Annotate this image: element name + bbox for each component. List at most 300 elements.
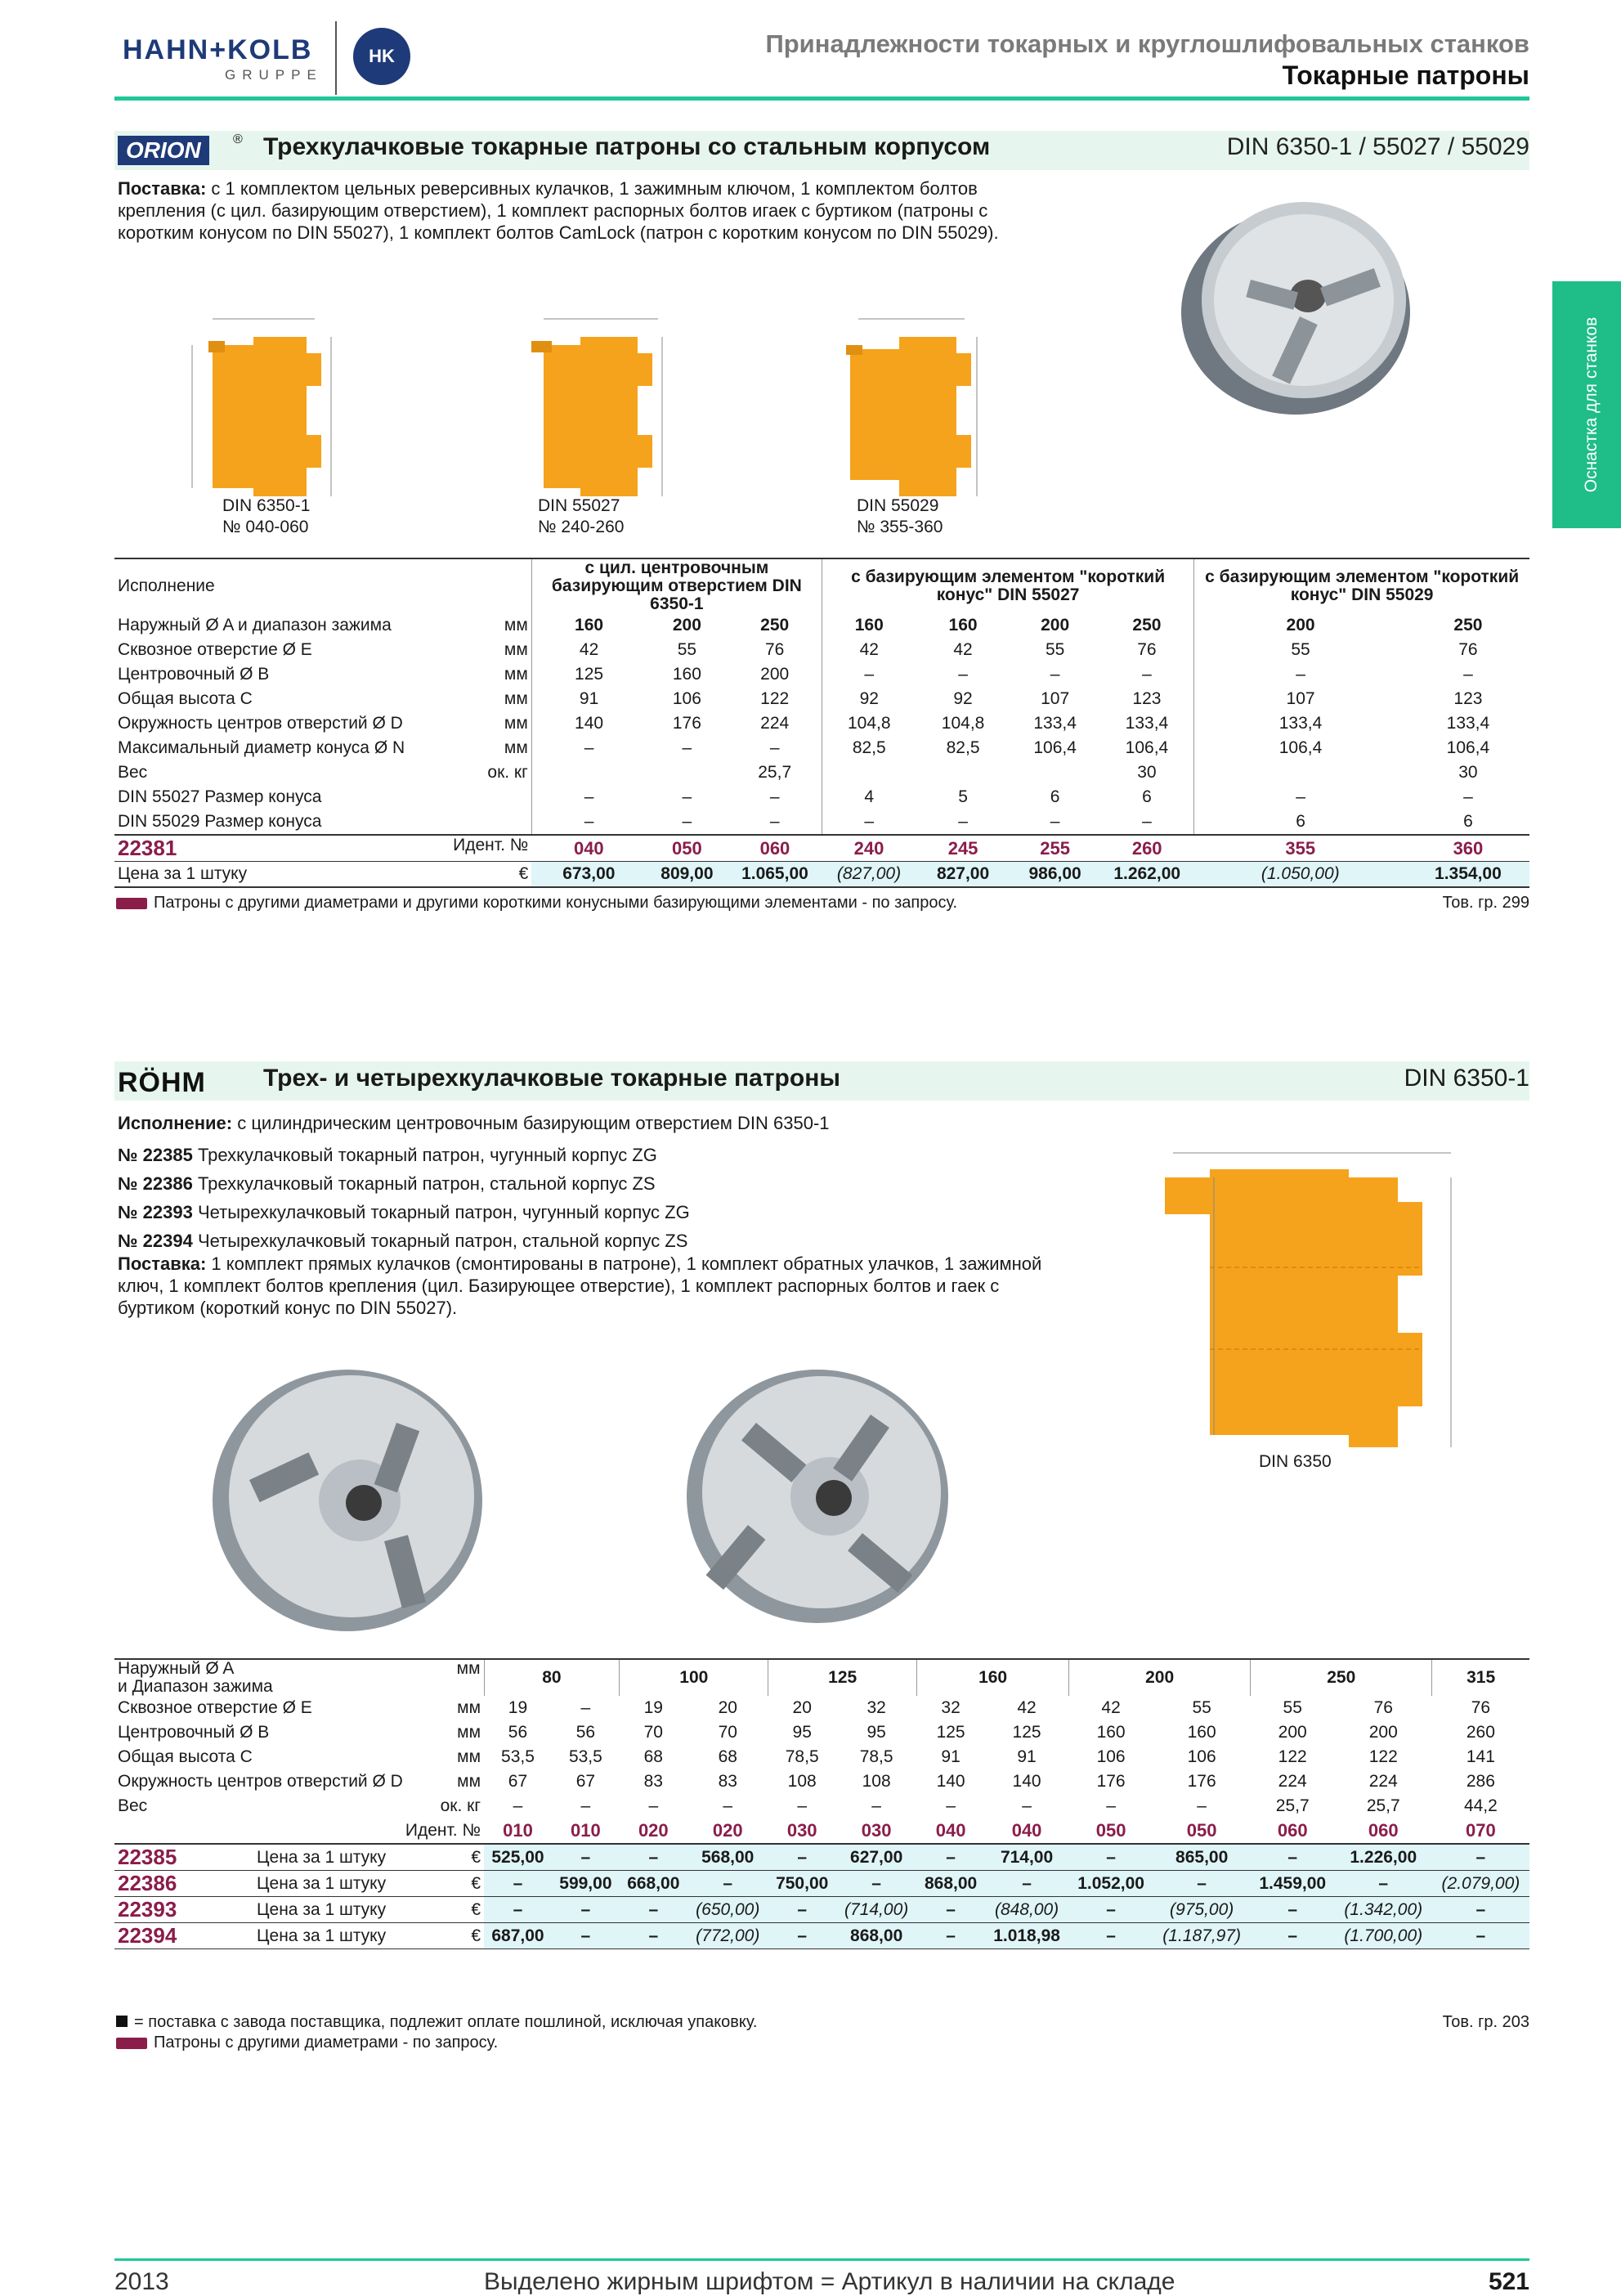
spec-value: 122 [1368,1747,1398,1766]
spec-value: – [723,1796,733,1815]
footer-rule [114,2258,1529,2261]
spec-value: 44,2 [1463,1796,1498,1815]
item-row [118,1141,690,1169]
price-row [114,1871,1529,1897]
spec-value: 42 [822,638,916,662]
spec-label: Вес [118,763,148,782]
price: 1.262,00 [1100,862,1194,888]
price-label-cell [253,1844,484,1871]
spec-value: 83 [643,1772,663,1791]
delivery-text: с 1 комплектом цельных реверсивных кулачков, 1 зажимным ключом, 1 комплектом болтов крепления (с цил. базирующим отверстием), 1 комплект распорных болтов игаек с буртиком (патроны с коротким конусом по DIN 55027), 1 комплект болтов CamLock (патрон с коротким конусом по DIN 55029). [118,178,999,243]
price: – [1069,1897,1153,1923]
spec-label-cell [114,736,531,760]
ident: 040 [935,1820,966,1841]
section2-title: Трех- и четырехкулачковые токарные патроны [263,1065,840,1092]
spec-value: – [1022,1796,1032,1815]
spec-row [114,1745,1529,1769]
spec-row [114,785,1529,809]
spec-row [114,662,1529,687]
spec-label: DIN 55029 Размер конуса [118,812,322,831]
section2-group: Тов. гр. 203 [1442,2013,1529,2031]
ident: 050 [1186,1820,1217,1841]
caption-std: DIN 6350-1 [222,496,311,515]
spec-value: 140 [936,1772,965,1791]
price: 868,00 [836,1923,917,1949]
price: (2.079,00) [1432,1871,1529,1897]
price-label: Цена за 1 штуку [257,1926,387,1945]
chuck-photo-4jaw [683,1357,952,1627]
spec-value: 108 [862,1772,891,1791]
size-row-label [114,1659,484,1696]
note-text: = поставка с завода поставщика, подлежит оплате пошлиной, исключая упаковку. [134,2013,758,2031]
spec-label-cell [114,613,531,638]
spec-value: 67 [508,1772,528,1791]
spec-unit: мм [457,1772,481,1791]
spec-value: – [1050,665,1060,684]
section2-note1 [116,2013,757,2032]
item-row [118,1169,690,1198]
spec-value: 68 [643,1747,663,1766]
spec-unit: мм [457,1723,481,1742]
group-header: с цил. центровочным базирующим отверстием DIN 6350-1 [531,558,822,613]
ident: 355 [1285,837,1316,859]
drawing-din6350-1 [172,304,352,500]
section2-items [118,1141,690,1255]
spec-label-cell [114,809,531,835]
price: – [768,1897,836,1923]
ident: 050 [1095,1820,1126,1841]
spec-value: 286 [1466,1772,1495,1791]
spec-unit: мм [457,1698,481,1717]
price-label: Цена за 1 штуку [257,1847,387,1867]
section1-title: Трехкулачковые токарные патроны со стальным корпусом [263,133,991,160]
spec-value: 106 [1187,1747,1216,1766]
caption-num: № 355-360 [857,518,943,536]
spec-value: 104,8 [941,714,985,733]
item-num: № 22386 [118,1173,193,1194]
spec-value: 76 [765,640,785,659]
price-label-cell [114,862,531,888]
spec-label: Центровочный Ø B [118,1723,270,1742]
section2-version [118,1112,1058,1134]
spec-label-cell [114,1696,484,1720]
spec-label: Максимальный диаметр конуса Ø N [118,738,405,757]
spec-value [1010,760,1100,785]
price: – [768,1923,836,1949]
price: (848,00) [985,1897,1069,1923]
spec-value: 30 [1137,763,1157,782]
drawing-caption-din6350: DIN 6350 [1259,1452,1332,1471]
ident: 060 [759,837,790,859]
spec-label-cell [114,638,531,662]
spec-label-cell [114,662,531,687]
ident: 060 [1277,1820,1308,1841]
price: – [917,1844,985,1871]
ident: 030 [786,1820,817,1841]
price: 568,00 [687,1844,768,1871]
price: 986,00 [1010,862,1100,888]
item-num: № 22393 [118,1202,193,1222]
section1-delivery [118,177,1058,244]
size-label: Наружный Ø A [118,1659,235,1678]
price: (827,00) [822,862,916,888]
spec-value: 6 [1050,787,1060,806]
price-label-cell [253,1923,484,1949]
version-label: Исполнение: [118,1113,233,1133]
spec-value: 68 [718,1747,737,1766]
spec-value: 70 [643,1723,663,1742]
spec-value: 30 [1458,763,1478,782]
price: 1.226,00 [1335,1844,1432,1871]
price: 687,00 [484,1923,552,1949]
price-label-cell [253,1871,484,1897]
spec-value: 76 [1137,640,1157,659]
spec-value: 95 [792,1723,812,1742]
ident-label: Идент. № [453,836,529,854]
price: – [917,1897,985,1923]
spec-value: 250 [1453,616,1483,635]
spec-label-cell [114,687,531,711]
spec-value: 42 [531,638,646,662]
price: 1.459,00 [1251,1871,1335,1897]
spec-value: – [769,738,780,757]
spec-unit: ок. кг [440,1796,481,1815]
price: – [484,1871,552,1897]
spec-value: 200 [1041,616,1070,635]
spec-value: – [822,662,916,687]
article-cell [114,1923,253,1949]
registered-mark: ® [233,132,243,146]
price: – [1069,1844,1153,1871]
section1-din: DIN 6350-1 / 55027 / 55029 [1226,133,1529,160]
price: 868,00 [917,1871,985,1897]
size-label-2: и Диапазон зажима [118,1677,273,1696]
price-row [114,1923,1529,1949]
price: – [985,1871,1069,1897]
spec-label-cell [114,785,531,809]
spec-value: – [1194,785,1407,809]
price: 1.354,00 [1407,862,1529,888]
spec-value: – [682,787,692,806]
spec-value: 106,4 [1033,738,1077,757]
price-label: Цена за 1 штуку [257,1873,387,1893]
chuck-photo-3jaw [208,1357,486,1635]
spec-value: 82,5 [822,736,916,760]
article-number: 22385 [118,1845,177,1869]
spec-unit: ок. кг [487,763,528,782]
article-cell [114,1844,253,1871]
spec-value: 19 [508,1698,528,1717]
ident: 245 [947,837,978,859]
price: – [620,1897,687,1923]
ident: 060 [1368,1820,1399,1841]
spec-label: Наружный Ø A и диапазон зажима [118,616,392,635]
spec-value: – [1463,787,1473,806]
article-number: 22381 [118,836,177,860]
page-number: 521 [1488,2268,1529,2295]
spec-row [114,638,1529,662]
spec-value: 224 [760,714,790,733]
spec-value: 122 [760,689,790,708]
spec-value: – [1194,662,1407,687]
spec-value: 160 [948,616,978,635]
spec-row [114,736,1529,760]
price: 1.018,98 [985,1923,1069,1949]
spec-value: 55 [1283,1698,1302,1717]
price: – [687,1871,768,1897]
spec-value: – [531,809,646,835]
spec-row [114,687,1529,711]
spec-value: 82,5 [946,738,980,757]
spec-value: – [822,809,916,835]
spec-value: – [1106,1796,1116,1815]
spec-value: 250 [760,616,790,635]
spec-label-cell [114,1769,484,1794]
drawing-caption-1 [222,496,310,538]
section1-note [116,894,957,913]
article-cell [114,1871,253,1897]
spec-value: 200 [1278,1723,1307,1742]
price: – [552,1897,620,1923]
spec-value: – [513,1796,523,1815]
price: (650,00) [687,1897,768,1923]
ident-label: Идент. № [405,1821,481,1840]
caption-num: № 240-260 [538,518,625,536]
spec-row [114,1794,1529,1818]
drawing-caption-3 [857,496,943,538]
item-row [118,1226,690,1255]
spec-value: 122 [1278,1747,1307,1766]
price: 1.065,00 [728,862,822,888]
drawing-din6350 [1128,1120,1471,1464]
spec-value: 133,4 [1446,714,1490,733]
article-number: 22394 [118,1923,177,1948]
price: 750,00 [768,1871,836,1897]
ident: 030 [861,1820,892,1841]
spec-value: – [797,1796,808,1815]
price: – [1432,1844,1529,1871]
caption-std: DIN 55029 [857,496,939,515]
spec-value: 123 [1132,689,1162,708]
item-text: Трехкулачковый токарный патрон, стальной корпус ZS [197,1173,656,1194]
spec-unit: мм [504,714,528,733]
spec-unit: мм [457,1747,481,1766]
spec-value: 53,5 [501,1747,535,1766]
side-tab-label: Оснастка для станков [1582,316,1601,493]
spec-label: Общая высота C [118,1747,253,1766]
spec-label: Окружность центров отверстий Ø D [118,1772,403,1791]
price: 673,00 [531,862,646,888]
spec-value: – [580,1698,591,1717]
spec-value: 107 [1194,687,1407,711]
spec-label: DIN 55027 Размер конуса [118,787,322,806]
spec-value: 42 [953,640,973,659]
price-label: Цена за 1 штуку [118,864,248,883]
ident: 020 [712,1820,743,1841]
spec-value: 200 [1194,613,1407,638]
caption-num: № 040-060 [222,518,309,536]
spec-label-cell [114,760,531,785]
currency: € [471,1847,481,1867]
spec-value: 200 [760,665,790,684]
price: – [620,1923,687,1949]
spec-value: 19 [643,1698,663,1717]
spec-value: 200 [1368,1723,1398,1742]
spec-value: 224 [1278,1772,1307,1791]
spec-value: 91 [531,687,646,711]
article-cell [114,835,531,862]
spec-row [114,613,1529,638]
spec-row [114,1720,1529,1745]
spec-unit: мм [504,665,528,684]
spec-value [822,760,916,785]
spec-value: 140 [1012,1772,1041,1791]
spec-value [531,760,646,785]
footer-year: 2013 [114,2268,169,2295]
ident: 050 [672,837,702,859]
price: – [552,1923,620,1949]
drawing-din55027 [482,304,687,500]
spec-value: 160 [531,613,646,638]
group-header: с базирующим элементом "короткий конус" DIN 55027 [822,558,1193,613]
spec-value: – [958,812,968,831]
spec-value: 25,7 [1366,1796,1400,1815]
size-header: 100 [620,1659,768,1696]
section2-note2 [116,2034,498,2052]
price: – [836,1871,917,1897]
item-num: № 22385 [118,1145,193,1165]
spec-value: 55 [677,640,697,659]
size-header: 80 [484,1659,620,1696]
spec-unit: мм [504,738,528,757]
spec-unit: мм [504,640,528,659]
price: 865,00 [1153,1844,1251,1871]
price: (772,00) [687,1923,768,1949]
price: – [1251,1923,1335,1949]
spec-value: 133,4 [1194,711,1407,736]
orion-logo: ORION [118,136,209,165]
currency: € [518,864,529,883]
price: – [620,1844,687,1871]
item-text: Четырехкулачковый токарный патрон, чугунный корпус ZG [197,1202,690,1222]
spec-value [1194,760,1407,785]
price: 1.052,00 [1069,1871,1153,1897]
price: (975,00) [1153,1897,1251,1923]
item-text: Трехкулачковый токарный патрон, чугунный корпус ZG [197,1145,657,1165]
price: (1.187,97) [1153,1923,1251,1949]
spec-label-cell [114,1745,484,1769]
spec-value: 42 [1101,1698,1121,1717]
spec-value: 4 [822,785,916,809]
section2-delivery [118,1253,1058,1319]
ident: 010 [571,1820,601,1841]
spec-value: 125 [1012,1723,1041,1742]
spec-value: 91 [941,1747,961,1766]
spec-label: Сквозное отверстие Ø E [118,1698,312,1717]
spec-label-cell [114,711,531,736]
spec-value: – [531,785,646,809]
spec-value: 123 [1453,689,1483,708]
spec-value: 6 [1194,809,1407,835]
price: (714,00) [836,1897,917,1923]
spec-value: 107 [1041,689,1070,708]
price: – [1251,1897,1335,1923]
ident: 040 [1011,1820,1042,1841]
spec-value: 92 [822,687,916,711]
size-header: 125 [768,1659,917,1696]
spec-label-cell [114,1794,484,1818]
spec-value: 176 [1096,1772,1126,1791]
spec-value: 55 [1192,1698,1211,1717]
spec-value: 200 [672,616,701,635]
spec-value: 25,7 [758,763,792,782]
price-label-cell [253,1897,484,1923]
note-text: Патроны с другими диаметрами и другими короткими конусными базирующими элементами - по запросу. [154,894,957,912]
spec-value: 160 [672,665,701,684]
size-header: 315 [1432,1659,1529,1696]
spec-row [114,1696,1529,1720]
spec-value: 106,4 [1194,736,1407,760]
spec-value: 55 [1194,638,1407,662]
item-num: № 22394 [118,1231,193,1251]
chuck-photo-orion [1177,182,1414,419]
spec-value: 106,4 [1446,738,1490,757]
size-header: 200 [1069,1659,1251,1696]
spec-value: – [1142,812,1152,831]
spec-value: – [682,738,692,757]
drawing-din55029 [801,304,1005,500]
item-row [118,1198,690,1226]
spec-value: – [958,665,968,684]
spec-value: 20 [792,1698,812,1717]
ident: 240 [853,837,884,859]
header-rule [114,96,1529,101]
spec-value: 76 [1471,1698,1491,1717]
spec-value: 92 [953,689,973,708]
spec-value: – [1142,665,1152,684]
price: (1.342,00) [1335,1897,1432,1923]
price-row [114,1844,1529,1871]
price: 599,00 [552,1871,620,1897]
spec-unit: мм [504,689,528,708]
currency: € [471,1873,481,1893]
spec-value [646,760,728,785]
spec-value [916,760,1010,785]
price: 668,00 [620,1871,687,1897]
spec-row [114,809,1529,835]
price: (1.050,00) [1194,862,1407,888]
spec-value: 76 [1373,1698,1393,1717]
spec-unit: мм [504,616,528,635]
currency: € [471,1926,481,1945]
spec-row [114,760,1529,785]
spec-value: 125 [936,1723,965,1742]
spec-value: 176 [1187,1772,1216,1791]
price: 827,00 [916,862,1010,888]
unit: мм [456,1659,481,1678]
spec-value: – [531,736,646,760]
ident: 260 [1131,837,1162,859]
spec-value: 6 [1142,787,1152,806]
delivery-label: Поставка: [118,178,207,199]
spec-value: 56 [575,1723,596,1742]
spec-value: – [769,787,780,806]
size-header: 250 [1251,1659,1432,1696]
spec-value: 106,4 [1125,738,1169,757]
price: 525,00 [484,1844,552,1871]
spec-value: 70 [718,1723,737,1742]
spec-value: 67 [575,1772,596,1791]
